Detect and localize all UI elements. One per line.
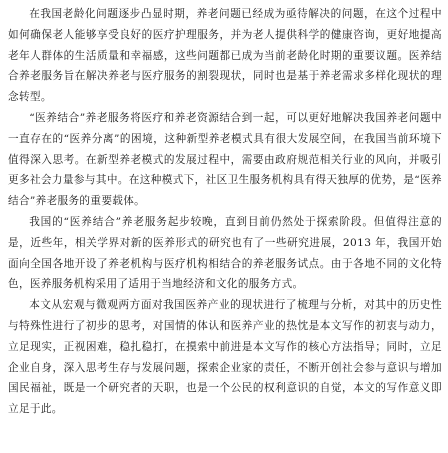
paragraph-4: 本文从宏观与微观两方面对我国医养产业的现状进行了梳理与分析，对其中的历史性与特殊性进行了初步的思考，对国情的体认和医养产业的热忱是本文写作的初衷与动力，立足现实，正视困难，稳扎稳打，在摸索中前进是本文写作的核心方法指导；同时，立足企业自身，深入思考生存与发展问题，探索企业家的责任，不断开创社会参与意识与增加国民福祉，既是一个研究者的天职，也是一个公民的权利意识的自觉，本文的写作意义即立足于此。 [8, 299, 442, 416]
paragraph-1: 在我国老龄化问题逐步凸显时期，养老问题已经成为亟待解决的问题，在这个过程中如何确保老人能够享受良好的医疗护理服务，并为老人提供科学的健康咨询，更好地提高老年人群体的生活质量和幸福感，这些问题都已成为当前老龄化时期的重要议题。医养结合养老服务旨在解决养老与医疗服务的割裂现状，同时也是基于养老需求多样化现状的理念转型。 [8, 8, 442, 104]
paragraph-2: “医养结合”养老服务将医疗和养老资源结合到一起，可以更好地解决我国养老问题中一直存在的“医养分离”的困境，这种新型养老模式具有很大发展空间，在我国当前环境下值得深入思考。在新型养老模式的发展过程中，需要由政府规范相关行业的风向，并吸引更多社会力量参与其中。在这种模式下，社区卫生服务机构具有得天独厚的优势，是“医养结合”养老服务的重要载体。 [8, 111, 442, 208]
paragraph-3: 我国的“医养结合”养老服务起步较晚，直到目前仍然处于探索阶段。但值得注意的是，近些年，相关学界对新的医养形式的研究也有了一些研究进展，2013 年，我国开始面向全国各地开设了养老机构与医疗机构相结合的养老服务试点。由于各地不同的文化特色，医养服务机构采用了适用于当地经济和文化的服务方式。 [8, 215, 442, 291]
